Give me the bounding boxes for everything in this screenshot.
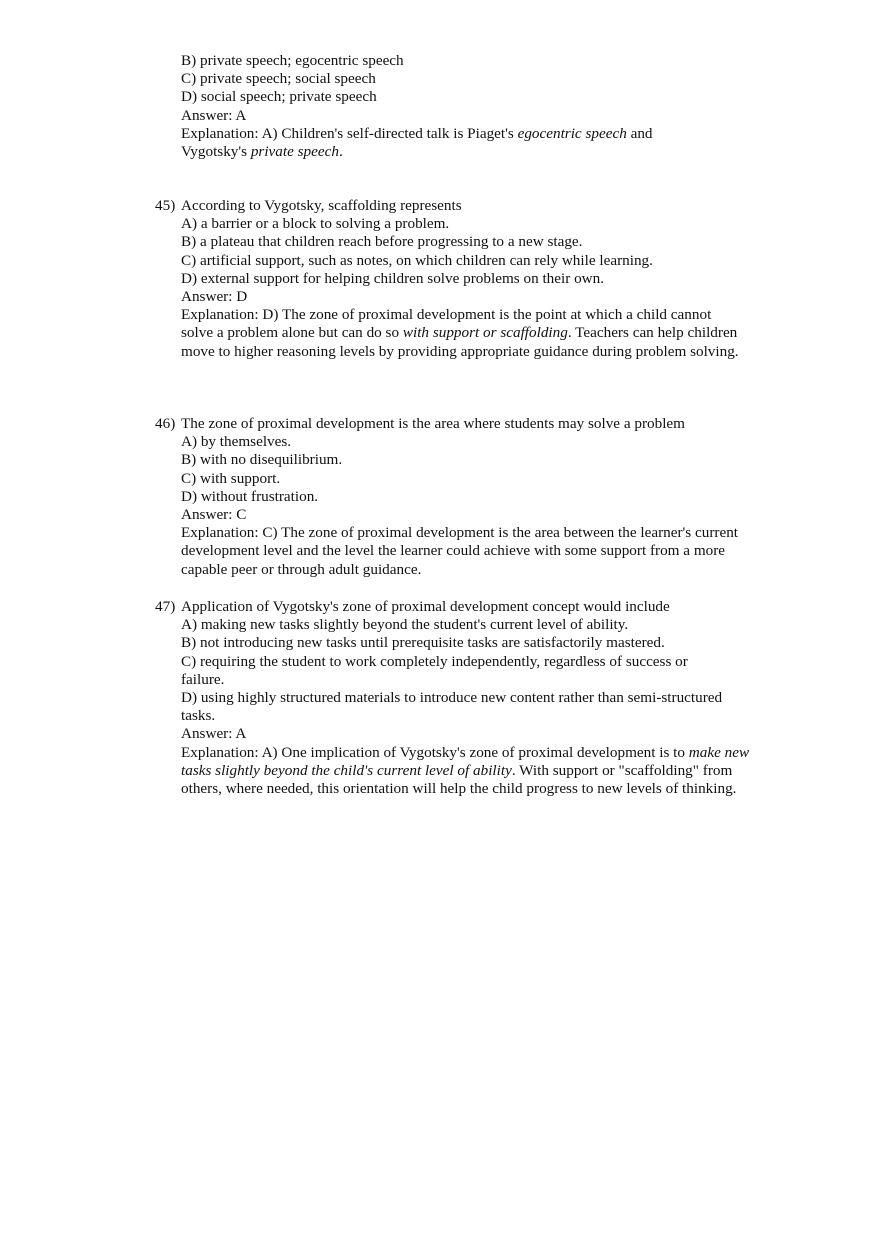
option-a: A) making new tasks slightly beyond the student's current level of ability. — [181, 616, 629, 634]
option-b: B) not introducing new tasks until prerequisite tasks are satisfactorily mastered. — [181, 634, 665, 652]
explanation-text: and Vygotsky's — [181, 124, 653, 161]
option-c: C) requiring the student to work completely independently, regardless of success or failure. — [181, 652, 688, 688]
explanation — [155, 744, 755, 799]
option-a: A) a barrier or a block to solving a problem. — [181, 215, 450, 233]
question-stem: The zone of proximal development is the area where students may solve a problem — [181, 415, 685, 432]
answer: Answer: A — [181, 106, 247, 124]
explanation-text: Explanation: A) Children's self-directed talk is Piaget's — [181, 124, 518, 142]
explanation: Explanation: C) The zone of proximal development is the area between the learner's current development level and the level the learner could achieve with some support from a more capable peer or through adult guidance. — [181, 524, 739, 578]
explanation-text: . — [338, 143, 343, 161]
explanation-text: Explanation: D) The zone of proximal development is the point at which a child cannot solve a problem alone but can do so — [181, 306, 712, 342]
explanation-italic: with support or scaffolding — [402, 324, 568, 342]
explanation — [155, 306, 741, 361]
question-number: 45) — [155, 197, 176, 214]
option-b: B) with no disequilibrium. — [181, 451, 343, 469]
question-stem: Application of Vygotsky's zone of proximal development concept would include — [181, 598, 670, 615]
question-46 — [155, 415, 755, 579]
option-a: A) by themselves. — [181, 433, 292, 451]
question-45 — [155, 197, 755, 361]
explanation-italic: egocentric speech — [517, 124, 627, 142]
explanation-text: . Teachers can help children move to higher reasoning levels by providing appropriate guidance during problem solving. — [181, 324, 739, 360]
explanation-italic: private speech — [250, 143, 339, 161]
option-c: C) with support. — [181, 469, 281, 487]
answer: Answer: C — [181, 506, 247, 524]
option-c: C) artificial support, such as notes, on which children can rely while learning. — [181, 251, 653, 269]
question-stem-row — [155, 415, 755, 433]
explanation-text: Explanation: A) One implication of Vygotsky's zone of proximal development is to — [181, 743, 689, 761]
question-stem-row — [155, 197, 755, 215]
question-44-continuation — [155, 52, 755, 161]
question-stem: According to Vygotsky, scaffolding represents — [181, 197, 462, 214]
option-b: B) a plateau that children reach before progressing to a new stage. — [181, 233, 583, 251]
option-d: D) without frustration. — [181, 487, 319, 505]
answer: Answer: A — [181, 725, 247, 743]
option-b: B) private speech; egocentric speech — [181, 52, 404, 69]
option-c: C) private speech; social speech — [181, 70, 376, 88]
question-number: 46) — [155, 415, 176, 432]
explanation — [155, 125, 681, 161]
question-stem-row — [155, 598, 755, 616]
explanation-italic: make new tasks slightly beyond the child's current level of ability — [181, 743, 750, 779]
answer: Answer: D — [181, 288, 248, 306]
option-d: D) using highly structured materials to introduce new content rather than semi-structured tasks. — [181, 689, 723, 725]
question-number: 47) — [155, 598, 176, 615]
option-d: D) external support for helping children solve problems on their own. — [181, 269, 605, 287]
question-47 — [155, 598, 755, 798]
explanation-text: . With support or "scaffolding" from others, where needed, this orientation will help the child progress to new levels of thinking. — [181, 761, 737, 798]
option-d: D) social speech; private speech — [181, 88, 377, 106]
